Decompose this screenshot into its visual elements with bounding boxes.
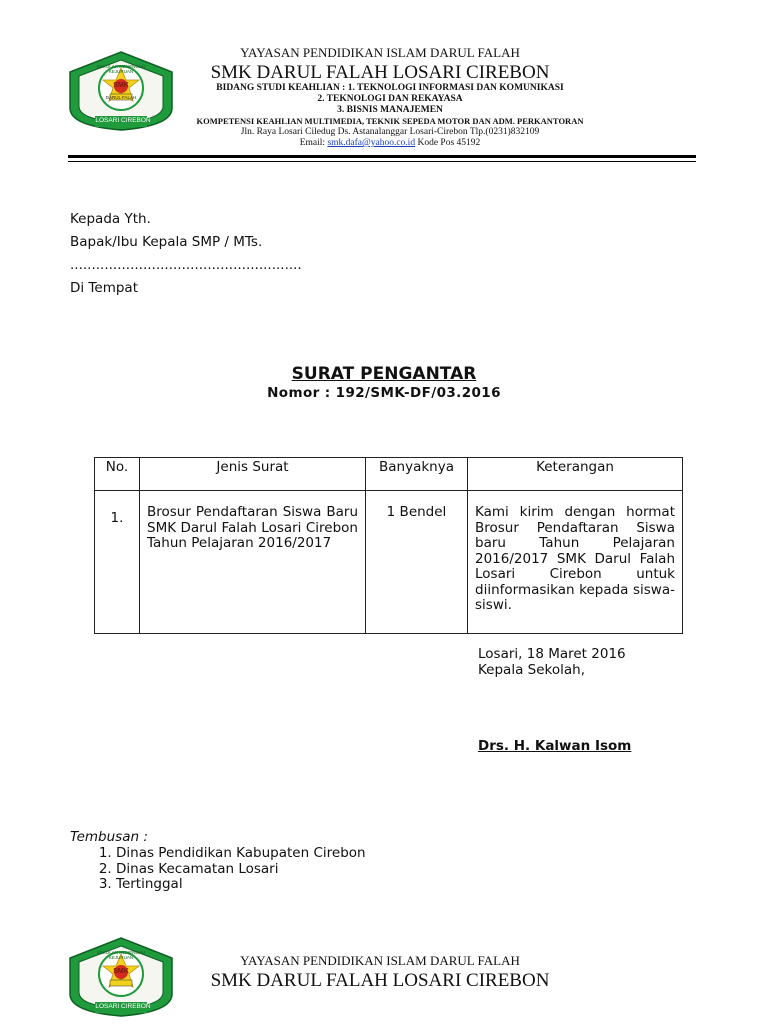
address: Jln. Raya Losari Ciledug Ds. Astanalanggar Losari-Cirebon Tlp.(0231)832109: [240, 127, 540, 137]
email-label: Email:: [299, 138, 326, 148]
place-date: Losari, 18 Maret 2016: [478, 646, 626, 662]
letterhead-next-page: [0, 930, 768, 1024]
header-keterangan: Keterangan: [468, 458, 683, 491]
list-item: 2. Dinas Kecamatan Losari: [116, 862, 470, 878]
recipient-line2: Bapak/Ibu Kepala SMP / MTs.: [70, 234, 263, 250]
tembusan-list-wrap: [70, 846, 470, 893]
letter-title: [0, 364, 768, 384]
school-name: SMK DARUL FALAH LOSARI CIREBON: [210, 62, 550, 83]
logo-center-text: SMK: [113, 82, 129, 89]
recipient-line1: Kepada Yth.: [70, 211, 151, 227]
letterhead-rule-thin: [68, 161, 696, 162]
field-of-study-2: 2. TEKNOLOGI DAN REKAYASA: [317, 94, 463, 104]
cell-banyak: 1 Bendel: [366, 491, 468, 634]
cell-no: 1.: [95, 491, 140, 634]
list-item: 3. Tertinggal: [116, 877, 470, 893]
recipient-line3: ......................................................: [70, 257, 302, 273]
letter-table: [94, 457, 683, 634]
contact-line: [180, 138, 600, 148]
header-no: No.: [95, 458, 140, 491]
foundation-name: YAYASAN PENDIDIKAN ISLAM DARUL FALAH: [240, 953, 520, 968]
email-link[interactable]: smk.dafa@yahoo.co.id: [327, 138, 416, 148]
logo-bottom-text: LOSARI CIREBON: [95, 117, 151, 124]
field-of-study-1: BIDANG STUDI KEAHLIAN : 1. TEKNOLOGI INFORMASI DAN KOMUNIKASI: [216, 83, 564, 93]
header-banyak: Banyaknya: [366, 458, 468, 491]
competence: KOMPETENSI KEAHLIAN MULTIMEDIA, TEKNIK SEPEDA MOTOR DAN ADM. PERKANTORAN: [196, 116, 584, 126]
list-item: 1. Dinas Pendidikan Kabupaten Cirebon: [116, 846, 470, 862]
logo-top-text: SEKOLAH MENENGAH KEJURUAN: [96, 64, 146, 74]
logo-center-sub: DARUL FALAH: [105, 95, 137, 100]
table-header-row: [95, 458, 683, 491]
signer-name: Drs. H. Kalwan Isom: [478, 738, 632, 754]
school-name: SMK DARUL FALAH LOSARI CIREBON: [210, 970, 550, 991]
logo-top-text: SEKOLAH MENENGAH KEJURUAN: [96, 950, 146, 960]
letter-title-text: SURAT PENGANTAR: [291, 364, 477, 384]
header-jenis: Jenis Surat: [140, 458, 366, 491]
foundation-name: YAYASAN PENDIDIKAN ISLAM DARUL FALAH: [240, 45, 520, 60]
logo-bottom-text: LOSARI CIREBON: [95, 1003, 151, 1010]
letterhead-rule-thick: [68, 155, 696, 158]
signer-position: Kepala Sekolah,: [478, 662, 585, 678]
table-row: [95, 491, 683, 634]
postcode: Kode Pos 45192: [417, 138, 481, 148]
logo-center-text: SMK: [113, 968, 129, 975]
field-of-study-3: 3. BISNIS MANAJEMEN: [337, 105, 443, 115]
closing-block: [478, 646, 626, 678]
tembusan-list: [70, 846, 470, 893]
recipient-block: [70, 208, 470, 300]
cell-keterangan: Kami kirim dengan hormat Brosur Pendaftaran Siswa baru Tahun Pelajaran 2016/2017 SMK Darul Falah Losari Cirebon untuk diinformasikan kepada siswa-siswi.: [468, 491, 683, 634]
cell-jenis: Brosur Pendaftaran Siswa Baru SMK Darul Falah Losari Cirebon Tahun Pelajaran 2016/2017: [140, 491, 366, 634]
recipient-line4: Di Tempat: [70, 280, 138, 296]
letter-number: Nomor : 192/SMK-DF/03.2016: [267, 385, 501, 401]
letterhead: [0, 0, 768, 165]
tembusan-label: Tembusan :: [70, 829, 148, 845]
